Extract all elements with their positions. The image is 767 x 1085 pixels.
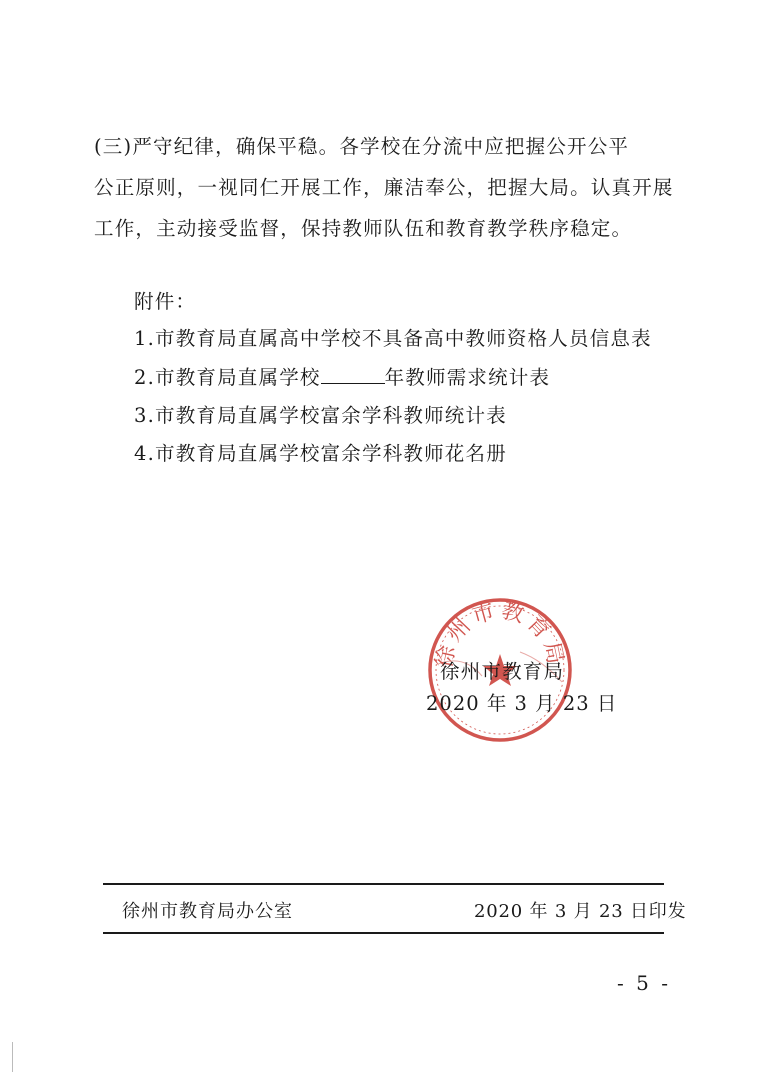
year-blank-line	[321, 365, 385, 384]
paragraph-line-3: 工作，主动接受监督，保持教师队伍和教育教学秩序稳定。	[94, 217, 633, 240]
footer-bottom-rule	[103, 932, 664, 934]
attachment-item-1: 1.市教育局直属高中学校不具备高中教师资格人员信息表	[134, 327, 652, 350]
paragraph-line-1: (三)严守纪律，确保平稳。各学校在分流中应把握公开公平	[94, 135, 630, 158]
footer-office: 徐州市教育局办公室	[122, 901, 293, 922]
signing-date: 2020 年 3 月 23 日	[426, 692, 618, 715]
attachments-title: 附件：	[134, 290, 197, 313]
footer-top-rule	[103, 883, 664, 885]
page-number: - 5 -	[617, 971, 671, 995]
attachment-item-2-after: 年教师需求统计表	[384, 366, 551, 389]
discipline-paragraph	[94, 126, 674, 249]
seal-text: 徐州市教育局	[431, 598, 569, 671]
issuer-name: 徐州市教育局	[440, 660, 565, 683]
attachment-item-2-before: 2.市教育局直属学校	[134, 366, 321, 389]
footer-print-date: 2020 年 3 月 23 日印发	[474, 901, 687, 922]
attachment-item-3: 3.市教育局直属学校富余学科教师统计表	[134, 404, 507, 427]
paragraph-line-2: 公正原则，一视同仁开展工作，廉洁奉公，把握大局。认真开展	[94, 176, 674, 199]
scan-edge-mark	[12, 1042, 13, 1072]
attachment-item-2	[134, 362, 550, 390]
attachment-item-4: 4.市教育局直属学校富余学科教师花名册	[134, 442, 507, 465]
